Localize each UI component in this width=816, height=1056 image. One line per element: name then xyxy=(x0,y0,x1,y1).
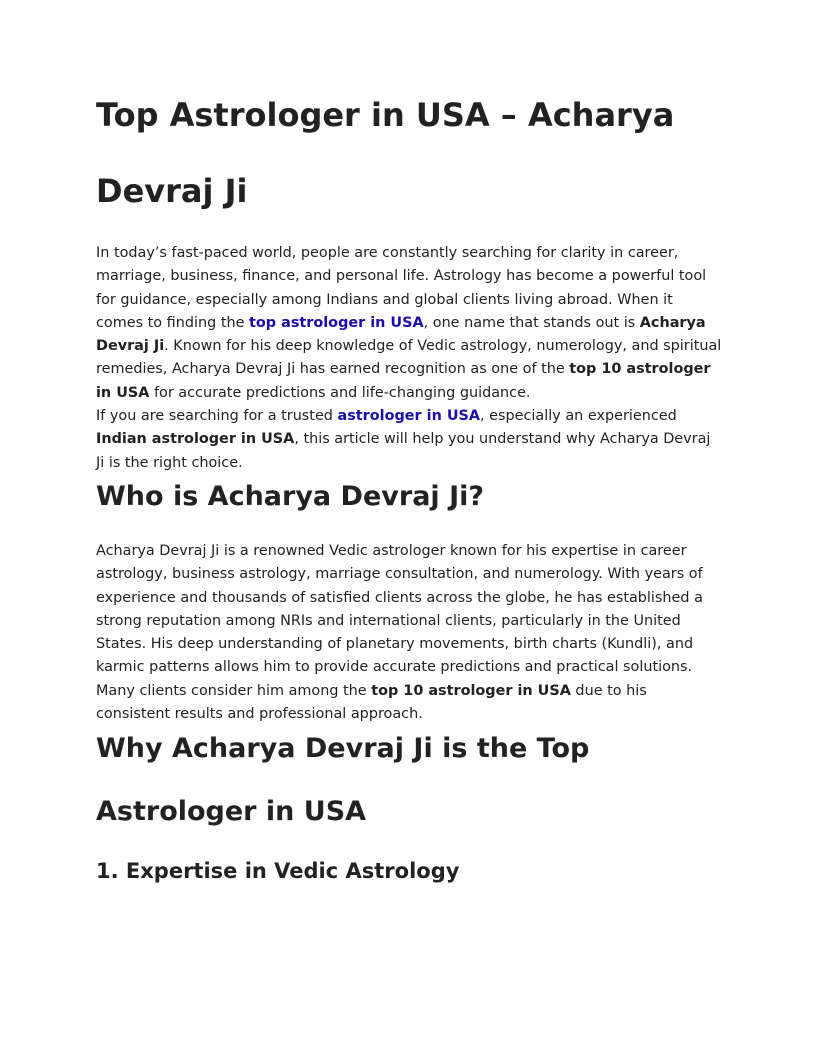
astrologer-usa-link[interactable]: astrologer in USA xyxy=(337,408,481,424)
intro2-text-3: , this article will help you understand why Acharya Devraj Ji is the right choice. xyxy=(96,431,711,471)
intro-text-3: . Known for his deep knowledge of Vedic astrology, numerology, and spiritual remedies, Acharya Devraj Ji has earned recognition as one of the xyxy=(96,338,722,378)
name-bold: Acharya Devraj Ji xyxy=(96,314,706,355)
who-text-2: due to his consistent results and professional approach. xyxy=(96,682,647,723)
intro-text-4: for accurate predictions and life-changing guidance. xyxy=(149,384,531,401)
intro-text-1: In today’s fast-paced world, people are constantly searching for clarity in career, marriage, business, finance, and personal life. Astrology has become a powerful tool for guidance, especially among Indians and global clients living abroad. When it comes to finding the xyxy=(96,245,707,331)
indian-astrologer-bold: Indian astrologer in USA xyxy=(96,431,295,448)
who-top10-bold: top 10 astrologer in USA xyxy=(371,682,571,699)
intro-text-2: , one name that stands out is xyxy=(423,314,640,331)
subheading-expertise: 1. Expertise in Vedic Astrology xyxy=(96,859,460,883)
who-paragraph xyxy=(96,540,722,726)
intro2-text-2: , especially an experienced xyxy=(480,408,677,424)
who-text-1: Acharya Devraj Ji is a renowned Vedic astrologer known for his expertise in career astrology, business astrology, marriage consultation, and numerology. With years of experience and thousands of satisfied clients across the globe, he has established a strong reputation among NRIs and international clients, particularly in the United States. His deep understanding of planetary movements, birth charts (Kundli), and karmic patterns allows him to provide accurate predictions and practical solutions. Many clients consider him among the xyxy=(96,543,703,699)
top10-bold: top 10 astrologer in USA xyxy=(96,361,711,401)
page-title: Top Astrologer in USA – Acharya Devraj Ji xyxy=(96,96,675,210)
top-astrologer-usa-link[interactable]: top astrologer in USA xyxy=(249,314,424,331)
section-heading-who: Who is Acharya Devraj Ji? xyxy=(96,481,485,512)
section-heading-why: Why Acharya Devraj Ji is the Top Astrologer in USA xyxy=(96,733,590,827)
intro2-text-1: If you are searching for a trusted xyxy=(96,408,338,424)
intro-paragraph xyxy=(96,242,722,405)
